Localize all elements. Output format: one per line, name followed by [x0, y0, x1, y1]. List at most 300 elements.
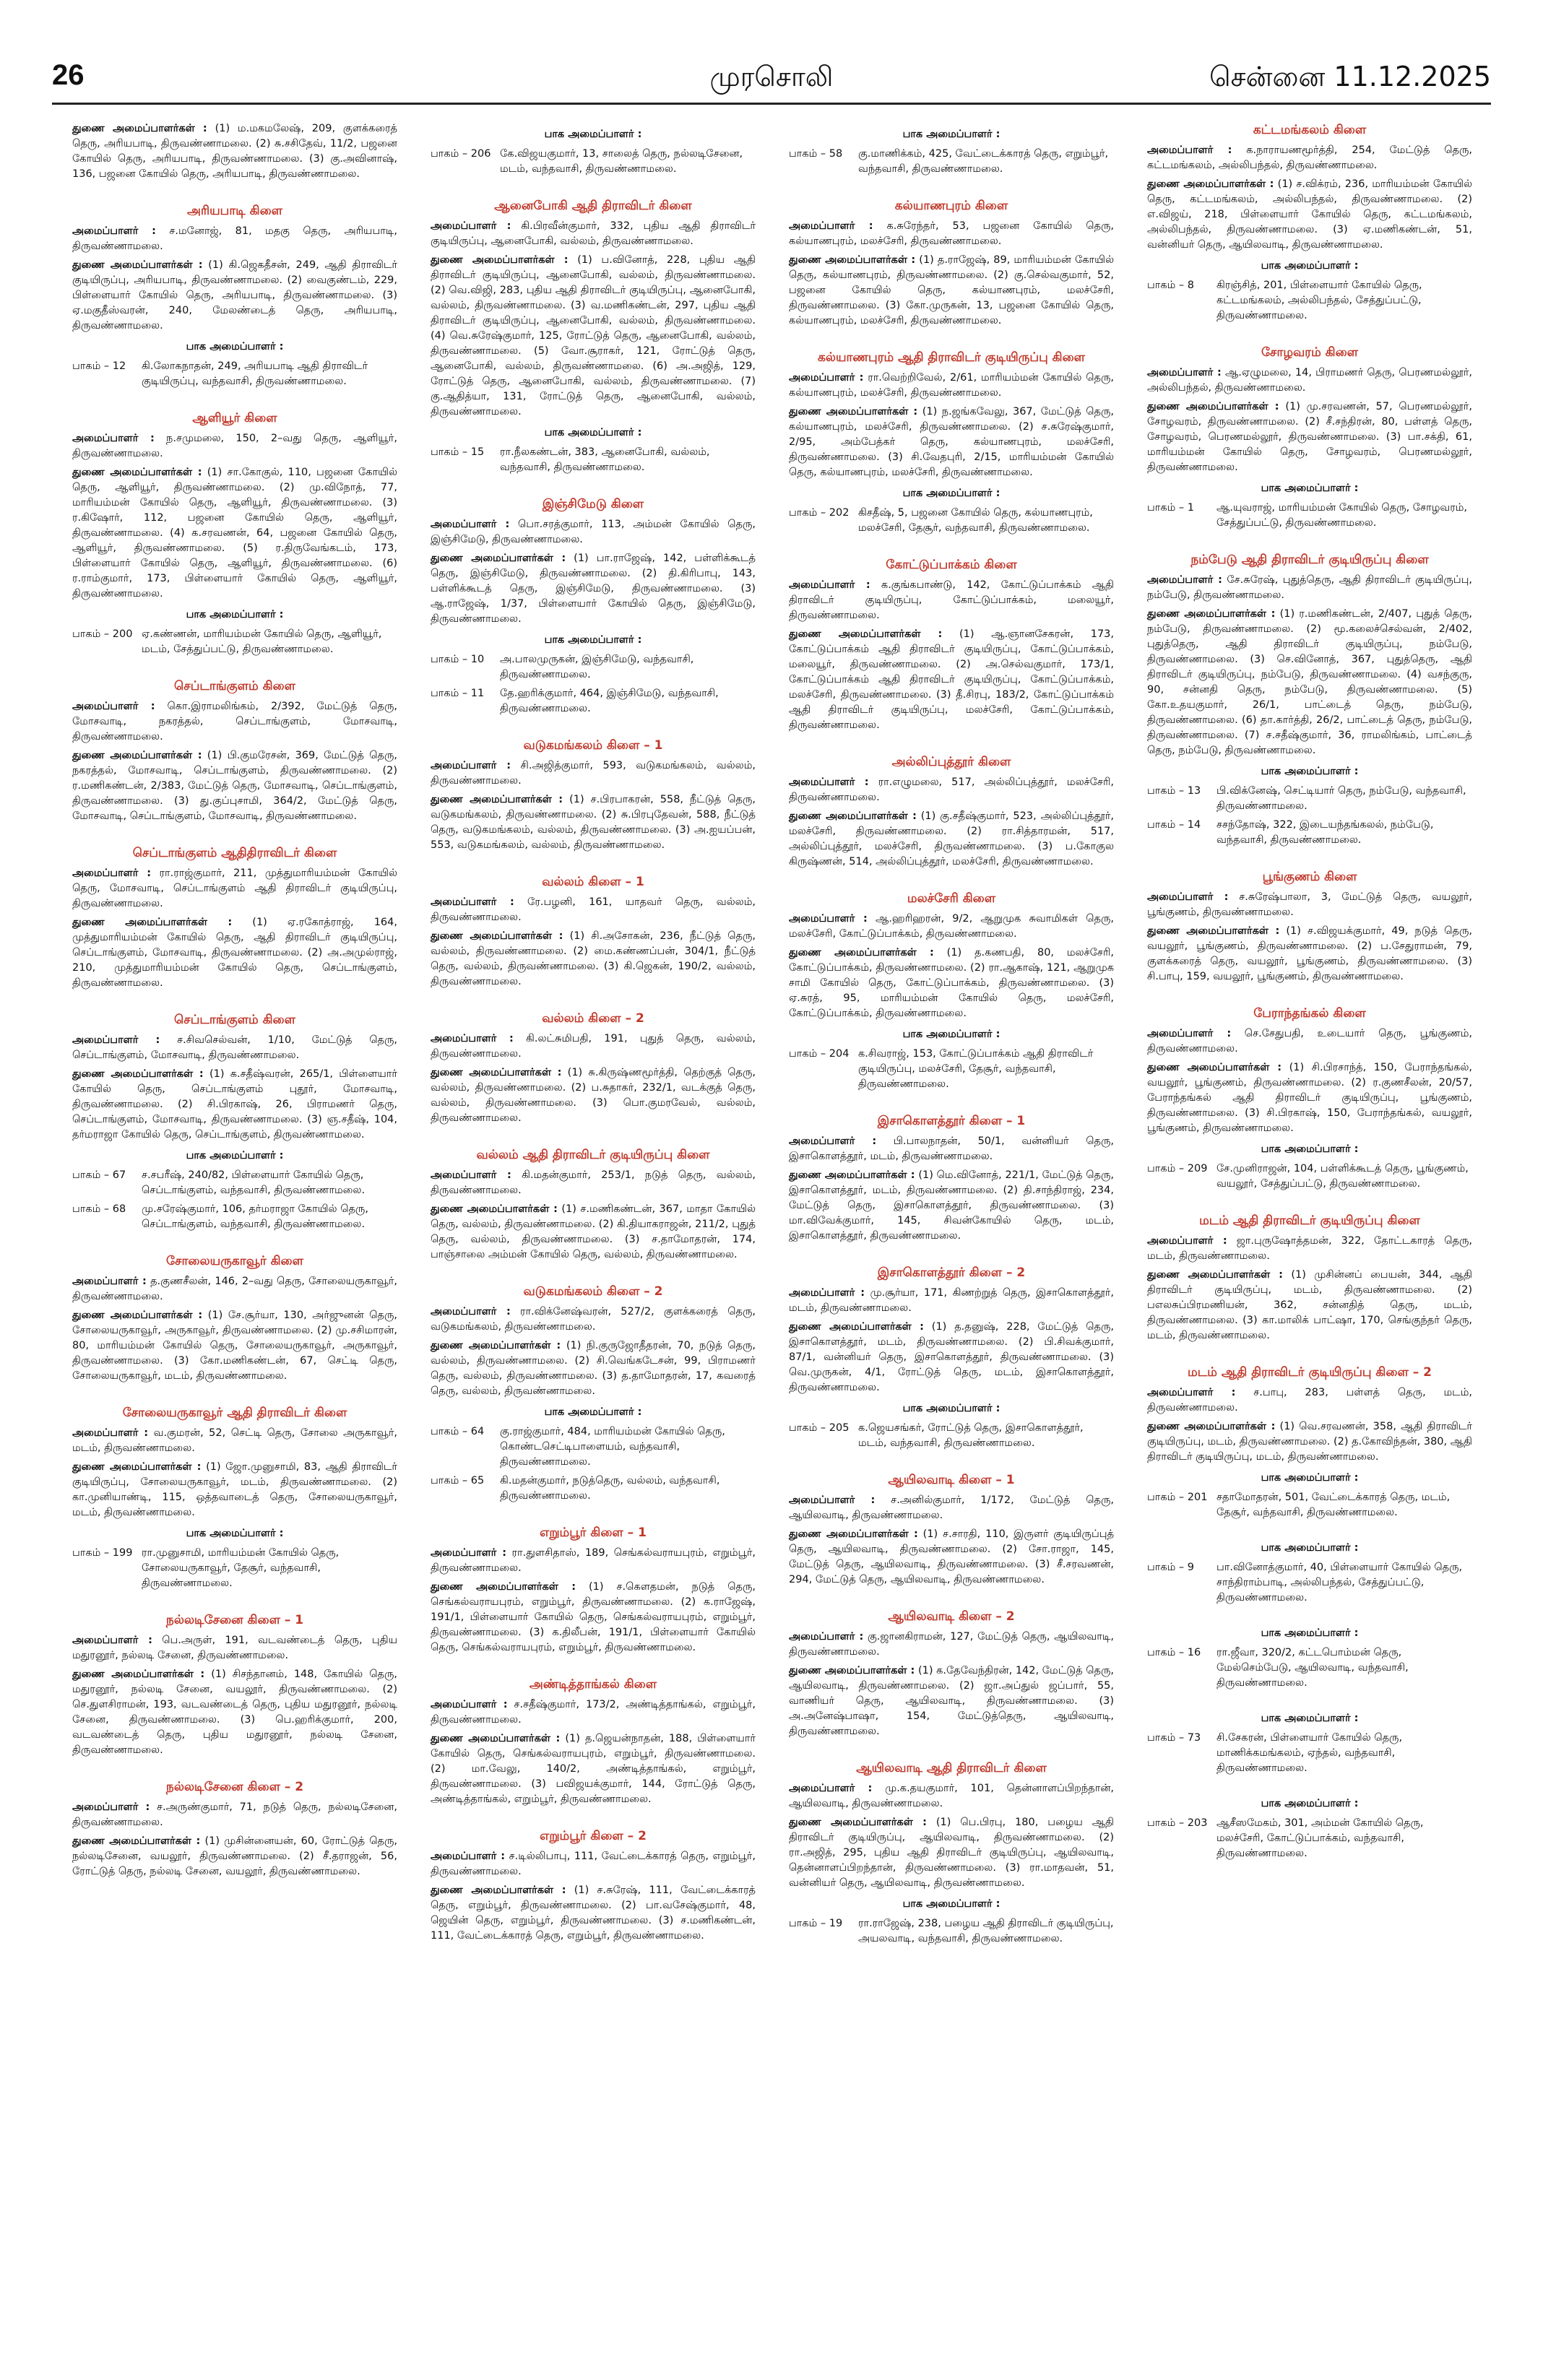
- booth-row: [72, 359, 397, 389]
- branch-title: வல்லம் கிளை – 2: [542, 1011, 644, 1026]
- organiser-label: அமைப்பாளர் :: [789, 220, 873, 232]
- organiser-label: அமைப்பாளர் :: [1147, 891, 1229, 903]
- branch-section: [431, 1146, 756, 1263]
- branch-title: இசாகொளத்தூர் கிளை – 2: [877, 1265, 1026, 1280]
- branch-title: இசாகொளத்தூர் கிளை – 1: [877, 1114, 1026, 1128]
- organiser-entry: [1147, 1385, 1472, 1416]
- branch-section: [789, 127, 1114, 177]
- deputy-text: (1) மு.சரவணன், 57, பெரணமல்லூர், சோழவரம், திருவண்ணாமலை. (2) சீ.சந்திரன், 80, பள்ளத் தெரு, சோழவரம், பெரணமல்லூர், திருவண்ணாமலை. (3) பா.சக்தி, 61, மாரியம்மன் கோயில் தெரு, சோழவரம், பெரணமல்லூர், திருவண்ணாமலை.: [1147, 401, 1472, 473]
- organiser-text: க.நாராயணமூர்த்தி, 254, மேட்டுத் தெரு, கட்டமங்கலம், அல்லிபந்தல், திருவண்ணாமலை.: [1147, 144, 1473, 171]
- booth-organiser-block: [431, 1405, 756, 1504]
- branch-title: எறும்பூர் கிளை – 1: [540, 1526, 647, 1540]
- booth-organiser-label: பாக அமைப்பாளர் :: [902, 1898, 1000, 1910]
- deputy-entry: [72, 121, 397, 182]
- organiser-text: கொ.இராமலிங்கம், 2/392, மேட்டுத் தெரு, மோசவாடி, நகரத்தல், செப்டாங்குளம், மோசவாடி, திருவண்ணாமலை.: [72, 701, 397, 743]
- organiser-label: அமைப்பாளர் :: [1147, 1387, 1236, 1398]
- organiser-text: ரா.விக்னேஷ்வரன், 527/2, குளக்கரைத் தெரு, வடுகமங்கலம், திருவண்ணாமலை.: [431, 1306, 756, 1333]
- deputy-label: துணை அமைப்பாளர்கள் :: [1147, 1269, 1283, 1281]
- organiser-text: ந.சமுமலை, 150, 2–வது தெரு, ஆளியூர், திருவண்ணாமலை.: [72, 433, 397, 459]
- booth-row: [1147, 1560, 1472, 1606]
- deputy-label: துணை அமைப்பாளர்கள் :: [789, 947, 934, 959]
- branch-title: நல்லடிசேனை கிளை – 2: [165, 1780, 304, 1794]
- organiser-label: அமைப்பாளர் :: [72, 867, 152, 879]
- booth-organiser-block: [789, 127, 1114, 177]
- branch-title: வடுகமங்கலம் கிளை – 1: [523, 738, 663, 753]
- branch-title: செப்டாங்குளம் கிளை: [174, 679, 295, 693]
- booth-row: [1147, 278, 1472, 324]
- deputy-entry: [72, 1067, 397, 1143]
- branch-section: [431, 496, 756, 717]
- booth-row: [1147, 1816, 1472, 1861]
- booth-organiser-block: [1147, 1626, 1472, 1691]
- booth-organiser: கிசதீஷ், 5, பஜனை கோயில் தெரு, கல்யாணபுரம், மலச்சேரி, தேசூர், வந்தவாசி, திருவண்ணாமலை.: [858, 507, 1093, 534]
- booth-row: [789, 1047, 1114, 1092]
- booth-organiser-label: பாக அமைப்பாளர் :: [1261, 1472, 1359, 1484]
- deputy-entry: [789, 1663, 1114, 1739]
- organiser-text: பெ.அருள், 191, வடவண்டைத் தெரு, புதிய மதுரனூர், நல்லடி சேனை, திருவண்ணாமலை.: [72, 1635, 398, 1661]
- branch-section: [431, 1827, 756, 1944]
- deputy-text: (1) கி.ஜெகதீசன், 249, ஆதி திராவிடர் குடியிருப்பு, அரியபாடி, திருவண்ணாமலை. (2) வைகுண்டம், 229, பிள்ளையார் கோயில் தெரு, அரியபாடி, திருவண்ணாமலை. (3) ஏ.மகுதீஸ்வரன், 240, மேலண்டைத் தெரு, அரியபாடி, திருவண்ணாமலை.: [72, 259, 397, 332]
- branch-section: [431, 1283, 756, 1504]
- column-1: [72, 121, 397, 1900]
- deputy-text: (1) ஜோ.முனுசாமி, 83, ஆதி திராவிடர் குடியிருப்பு, சோலையருகாவூர், மடம், திருவண்ணாமலை. (2) கா.முனியாண்டி, 115, ஒத்தவாடைத் தெரு, சோலையருகாவூர், மடம், திருவண்ணாமலை.: [72, 1461, 398, 1518]
- booth-number: பாகம் – 9: [1147, 1562, 1195, 1573]
- booth-row: [789, 1916, 1114, 1947]
- organiser-entry: [431, 1697, 756, 1728]
- branch-title: ஆயிலவாடி கிளை – 1: [888, 1473, 1015, 1487]
- branch-section: [72, 410, 397, 657]
- organiser-entry: [431, 1546, 756, 1576]
- booth-number: பாகம் – 73: [1147, 1732, 1201, 1744]
- branch-section: [431, 127, 756, 177]
- organiser-label: அமைப்பாளர் :: [1147, 367, 1222, 378]
- booth-organiser: ஏ.கண்ணன், மாரியம்மன் கோயில் தெரு, ஆளியூர், மடம், சேத்துப்பட்டு, திருவண்ணாமலை.: [142, 628, 382, 655]
- booth-organiser-block: [72, 1148, 397, 1232]
- deputy-entry: [789, 1527, 1114, 1588]
- organiser-entry: [431, 1168, 756, 1198]
- organiser-label: அமைப்பாளர் :: [1147, 144, 1232, 156]
- branch-section: [1147, 344, 1472, 531]
- booth-organiser: சே.முனிராஜன், 104, பள்ளிக்கூடத் தெரு, பூங்குணம், வயலூர், சேத்துப்பட்டு, திருவண்ணாமலை.: [1216, 1163, 1469, 1190]
- organiser-label: அமைப்பாளர் :: [72, 1801, 150, 1813]
- organiser-entry: [431, 895, 756, 925]
- deputy-entry: [72, 465, 397, 602]
- booth-organiser: மு.சரேஷ்குமார், 106, தர்மராஜா கோயில் தெரு, செப்டாங்குளம், வந்தவாசி, திருவண்ணாமலை.: [142, 1203, 368, 1230]
- booth-number: பாகம் – 200: [72, 628, 133, 640]
- branch-section: [72, 678, 397, 824]
- deputy-label: துணை அமைப்பாளர்கள் :: [431, 1203, 558, 1215]
- organiser-text: மு.சூர்யா, 171, கிணற்றுத் தெரு, இசாகொளத்தூர், மடம், திருவண்ணாமலை.: [789, 1287, 1114, 1314]
- branch-title: நம்பேடு ஆதி திராவிடர் குடியிருப்பு கிளை: [1190, 553, 1429, 567]
- booth-number: பாகம் – 64: [431, 1426, 485, 1437]
- organiser-text: கு.ஜானகிராமன், 127, மேட்டுத் தெரு, ஆயிலவாடி, திருவண்ணாமலை.: [789, 1631, 1115, 1658]
- organiser-label: அமைப்பாளர் :: [72, 1427, 149, 1439]
- booth-organiser-label: பாக அமைப்பாளர் :: [186, 341, 284, 352]
- booth-organiser-label: பாக அமைப்பாளர் :: [902, 488, 1000, 499]
- deputy-entry: [72, 1460, 397, 1520]
- branch-section: [72, 1252, 397, 1384]
- organiser-label: அமைப்பாளர் :: [431, 1033, 514, 1044]
- organiser-entry: [789, 371, 1114, 401]
- organiser-entry: [431, 517, 756, 548]
- deputy-text: (1) மெ.வினோத், 221/1, மேட்டுத் தெரு, இசாகொளத்தூர், மடம், திருவண்ணாமலை. (2) தி.சாந்திராஜ், 234, மேட்டுத் தெரு, இசாகொளத்தூர், திருவண்ணாமலை. (3) மா.விவேக்குமார், 145, சிவன்கோயில் தெரு, மடம், இசாகொளத்தூர், திருவண்ணாமலை.: [789, 1169, 1114, 1242]
- deputy-text: (1) ச.விக்ரம், 236, மாரியம்மன் கோயில் தெரு, கட்டமங்கலம், அல்லிபந்தல், திருவண்ணாமலை. (2) எ.விஜய், 218, பிள்ளையார் கோயில் தெரு, கட்டமங்கலம், அல்லிபந்தல், திருவண்ணாமலை. (3) ஏ.மணிகண்டன், 51, வன்னியர் தெரு, ஆயிலவாடி, திருவண்ணாமலை.: [1147, 178, 1472, 251]
- branch-title: சோலையருகாவூர் ஆதி திராவிடர் கிளை: [122, 1406, 347, 1420]
- booth-organiser-label: பாக அமைப்பாளர் :: [186, 1528, 284, 1539]
- deputy-label: துணை அமைப்பாளர்கள் :: [789, 628, 943, 640]
- booth-organiser-label: பாக அமைப்பாளர் :: [1261, 260, 1359, 272]
- organiser-entry: [431, 1849, 756, 1879]
- deputy-entry: [789, 1320, 1114, 1395]
- deputy-label: துணை அமைப்பாளர்கள் :: [72, 467, 202, 478]
- organiser-label: அமைப்பாளர் :: [431, 1851, 506, 1862]
- organiser-entry: [1147, 143, 1472, 173]
- branch-title: பேராந்தங்கல் கிளை: [1253, 1006, 1366, 1021]
- booth-number: பாகம் – 12: [72, 360, 126, 372]
- organiser-text: ச.பாபு, 283, பள்ளத் தெரு, மடம், திருவண்ணாமலை.: [1147, 1387, 1473, 1414]
- booth-row: [72, 1168, 397, 1198]
- organiser-entry: [1147, 1026, 1472, 1057]
- organiser-label: அமைப்பாளர் :: [431, 519, 510, 530]
- deputy-entry: [1147, 1060, 1472, 1136]
- organiser-label: அமைப்பாளர் :: [789, 1287, 865, 1299]
- branch-title: மலச்சேரி கிளை: [907, 891, 996, 906]
- booth-number: பாகம் – 206: [431, 148, 491, 160]
- branch-section: [431, 1010, 756, 1126]
- organiser-entry: [72, 1633, 397, 1663]
- organiser-text: ரா.துளசிதாஸ், 189, செங்கல்வராயபுரம், எறும்பூர், திருவண்ணாமலை.: [431, 1547, 756, 1574]
- branch-title: கோட்டுப்பாக்கம் கிளை: [886, 558, 1017, 572]
- branch-section: [431, 1676, 756, 1807]
- branch-section: [789, 1112, 1114, 1244]
- booth-organiser-block: [789, 1897, 1114, 1947]
- organiser-text: பி.பாலநாதன், 50/1, வன்னியர் தெரு, இசாகொளத்தூர், மடம், திருவண்ணாமலை.: [789, 1135, 1114, 1162]
- branch-section: [431, 873, 756, 990]
- deputy-text: (1) ஆ.ஞானசேகரன், 173, கோட்டுப்பாக்கம் ஆதி திராவிடர் குடியிருப்பு, கோட்டுப்பாக்கம், மலையூர், திருவண்ணாமலை. (2) அ.செல்வகுமார், 173/1, கோட்டுப்பாக்கம் ஆதி திராவிடர் குடியிருப்பு, கோட்டுப்பாக்கம், மலச்சேரி, திருவண்ணாமலை. (3) தீ.சிரபு, 183/2, கோட்டுப்பாக்கம் ஆதி திராவிடர் குடியிருப்பு, மலச்சேரி, கோட்டுப்பாக்கம், திருவண்ணாமலை.: [789, 628, 1114, 731]
- booth-number: பாகம் – 205: [789, 1422, 850, 1434]
- booth-organiser-block: [789, 1027, 1114, 1092]
- booth-row: [1147, 1161, 1472, 1192]
- booth-row: [431, 147, 756, 177]
- booth-organiser-block: [1147, 1471, 1472, 1520]
- organiser-text: வ.குமரன், 52, செட்டி தெரு, சோலை அருகாவூர், மடம், திருவண்ணாமலை.: [72, 1427, 397, 1454]
- organiser-text: த.குணசீலன், 146, 2–வது தெரு, சோலையருகாவூர், திருவண்ணாமலை.: [72, 1276, 397, 1302]
- booth-organiser-block: [789, 486, 1114, 536]
- organiser-text: கி.லட்சுமிபதி, 191, புதுத் தெரு, வல்லம், திருவண்ணாமலை.: [431, 1033, 756, 1060]
- booth-row: [1147, 1731, 1472, 1776]
- booth-row: [431, 686, 756, 717]
- deputy-entry: [431, 1202, 756, 1263]
- branch-title: ஆயிலவாடி ஆதி திராவிடர் கிளை: [856, 1761, 1047, 1775]
- deputy-label: துணை அமைப்பாளர்கள் :: [431, 1884, 566, 1896]
- organiser-text: கி.பிரவீன்குமார், 332, புதிய ஆதி திராவிடர் குடியிருப்பு, ஆனைபோகி, வல்லம், திருவண்ணாமலை.: [431, 220, 756, 247]
- booth-organiser: க.சிவராஜ், 153, கோட்டுப்பாக்கம் ஆதி திராவிடர் குடியிருப்பு, மலச்சேரி, தேசூர், வந்தவாசி, திருவண்ணாமலை.: [858, 1048, 1094, 1090]
- organiser-text: ஜா.புருஷோத்தமன், 322, தோட்டகாரத் தெரு, மடம், திருவண்ணாமலை.: [1147, 1235, 1473, 1262]
- booth-organiser: கி.மதன்குமார், நடுத்தெரு, வல்லம், வந்தவாசி, திருவண்ணாமலை.: [500, 1475, 720, 1502]
- branch-title: வல்லம் ஆதி திராவிடர் குடியிருப்பு கிளை: [476, 1148, 710, 1162]
- branch-section: [1147, 1796, 1472, 1861]
- deputy-entry: [431, 1065, 756, 1126]
- organiser-entry: [1147, 890, 1472, 920]
- organiser-entry: [72, 866, 397, 912]
- branch-section: [1147, 121, 1472, 324]
- organiser-text: ஆ.ஏழுமலை, 14, பிராமணர் தெரு, பெரணமல்லூர், அல்லிபந்தல், திருவண்ணாமலை.: [1147, 367, 1473, 394]
- deputy-entry: [431, 792, 756, 853]
- branch-section: [72, 1611, 397, 1758]
- branch-section: [72, 1778, 397, 1879]
- booth-organiser-block: [431, 633, 756, 717]
- organiser-label: அமைப்பாளர் :: [431, 1699, 508, 1710]
- deputy-text: (1) ச.கௌதமன், நடுத் தெரு, செங்கல்வராயபுரம், எறும்பூர், திருவண்ணாமலை. (2) க.ராஜேஷ், 191/1, பிள்ளையார் கோயில் தெரு, செங்கல்வராயபுரம், எறும்பூர், திருவண்ணாமலை. (3) க.திலீபன், 191/1, பிள்ளையார் கோயில் தெரு, செங்கல்வராயபுரம், எறும்பூர், திருவண்ணாமலை.: [431, 1581, 756, 1653]
- booth-number: பாகம் – 1: [1147, 502, 1195, 514]
- deputy-text: (1) பி.குமரேசன், 369, மேட்டுத் தெரு, நகரத்தல், மோசவாடி, செப்டாங்குளம், திருவண்ணாமலை. (2) ர.மணிகண்டன், 2/383, மேட்டுத் தெரு, மோசவாடி, செப்டாங்குளம், திருவண்ணாமலை. (3) து.குப்புசாமி, 364/2, மேட்டுத் தெரு, மோசவாடி, செப்டாங்குளம், மோசவாடி, திருவண்ணாமலை.: [72, 750, 397, 822]
- branch-section: [789, 197, 1114, 329]
- deputy-label: துணை அமைப்பாளர்கள் :: [72, 1669, 205, 1680]
- deputy-entry: [72, 258, 397, 334]
- booth-organiser: ஆசீஸமேகம், 301, அம்மன் கோயில் தெரு, மலச்சேரி, கோட்டுப்பாக்கம், வந்தவாசி, திருவண்ணாமலை.: [1216, 1817, 1424, 1859]
- booth-number: பாகம் – 202: [789, 507, 850, 519]
- organiser-label: அமைப்பாளர் :: [72, 1034, 160, 1046]
- organiser-entry: [431, 1304, 756, 1335]
- branch-title: ஆனைபோகி ஆதி திராவிடர் கிளை: [494, 199, 692, 213]
- branch-section: [1147, 1711, 1472, 1776]
- organiser-entry: [789, 219, 1114, 249]
- deputy-label: துணை அமைப்பாளர்கள் :: [789, 1321, 924, 1333]
- booth-number: பாகம் – 68: [72, 1203, 126, 1215]
- organiser-text: ச.மனோஜ், 81, மதகு தெரு, அரியபாடி, திருவண்ணாமலை.: [72, 225, 397, 252]
- booth-organiser: ரா.ஜீவா, 320/2, கட்டபொம்மன் தெரு, மேல்செம்பேடு, ஆயிலவாடி, வந்தவாசி, திருவண்ணாமலை.: [1216, 1647, 1409, 1689]
- deputy-entry: [431, 253, 756, 420]
- booth-organiser: ரா.ராஜேஷ், 238, பழைய ஆதி திராவிடர் குடியிருப்பு, அயலவாடி, வந்தவாசி, திருவண்ணாமலை.: [858, 1918, 1114, 1944]
- branch-section: [789, 1264, 1114, 1451]
- deputy-label: துணை அமைப்பாளர்கள் :: [72, 1835, 201, 1847]
- deputy-entry: [1147, 924, 1472, 985]
- branch-section: [789, 753, 1114, 870]
- branch-section: [1147, 551, 1472, 848]
- deputy-entry: [789, 404, 1114, 480]
- organiser-label: அமைப்பாளர் :: [431, 220, 511, 232]
- organiser-label: அமைப்பாளர் :: [1147, 1028, 1232, 1039]
- organiser-text: ச.அனில்குமார், 1/172, மேட்டுத் தெரு, ஆயிலவாடி, திருவண்ணாமலை.: [789, 1494, 1114, 1521]
- organiser-label: அமைப்பாளர் :: [72, 701, 155, 712]
- booth-organiser: பி.விக்னேஷ், செட்டியார் தெரு, நம்பேடு, வந்தவாசி, திருவண்ணாமலை.: [1216, 785, 1466, 812]
- booth-organiser-label: பாக அமைப்பாளர் :: [902, 129, 1000, 140]
- branch-title: எறும்பூர் கிளை – 2: [540, 1829, 647, 1843]
- branch-title: ஆளியூர் கிளை: [192, 411, 277, 425]
- organiser-label: அமைப்பாளர் :: [789, 1631, 864, 1643]
- organiser-label: அமைப்பாளர் :: [431, 760, 511, 771]
- deputy-label: துணை அமைப்பாளர்கள் :: [1147, 401, 1279, 412]
- deputy-entry: [431, 1731, 756, 1807]
- newspaper-name: முரசொலி: [709, 61, 834, 92]
- booth-organiser: ரா.நீலகண்டன், 383, ஆனைபோகி, வல்லம், வந்தவாசி, திருவண்ணாமலை.: [500, 446, 710, 473]
- branch-section: [789, 890, 1114, 1092]
- deputy-text: (1) சு.கிருஷ்ணமூர்த்தி, தெற்குத் தெரு, வல்லம், திருவண்ணாமலை. (2) ப.சுதாகர், 232/1, வடக்குத் தெரு, வல்லம், திருவண்ணாமலை. (3) பொ.குமரவேல், வல்லம், திருவண்ணாமலை.: [431, 1067, 756, 1124]
- booth-organiser-label: பாக அமைப்பாளர் :: [186, 609, 284, 620]
- organiser-label: அமைப்பாளர் :: [72, 1276, 147, 1287]
- booth-organiser-label: பாக அமைப்பாளர் :: [186, 1150, 284, 1161]
- booth-organiser-block: [789, 1401, 1114, 1451]
- branch-title: செப்டாங்குளம் கிளை: [174, 1013, 295, 1027]
- deputy-text: (1) த.ஜெயன்நாதன், 188, பிள்ளையார் கோயில் தெரு, செங்கல்வராயபுரம், எறும்பூர், திருவண்ணாமலை. (2) மா.வேலு, 140/2, அண்டித்தாங்கல், எறும்பூர், திருவண்ணாமலை. (3) பவிஜயக்குமார், 144, ரோட்டுத் தெரு, அண்டித்தாங்கல், எறும்பூர், திருவண்ணாமலை.: [431, 1733, 756, 1805]
- deputy-label: துணை அமைப்பாளர்கள் :: [72, 1310, 203, 1321]
- organiser-text: ச.அருண்குமார், 71, நடுத் தெரு, நல்லடிசேனை, திருவண்ணாமலை.: [72, 1801, 397, 1828]
- branch-section: [1147, 1626, 1472, 1691]
- deputy-label: துணை அமைப்பாளர்கள் :: [431, 1733, 561, 1744]
- organiser-entry: [72, 224, 397, 254]
- column-4: [1147, 121, 1472, 1882]
- deputy-entry: [431, 551, 756, 627]
- organiser-label: அமைப்பாளர் :: [789, 1494, 876, 1506]
- booth-row: [431, 1474, 756, 1504]
- branch-section: [72, 121, 397, 182]
- deputy-label: துணை அமைப்பாளர்கள் :: [789, 254, 916, 266]
- organiser-entry: [789, 912, 1114, 942]
- deputy-entry: [72, 1667, 397, 1758]
- organiser-text: ஆ.ஹரிஹரன், 9/2, ஆறுமுக சுவாமிகள் தெரு, மலச்சேரி, கோட்டுப்பாக்கம், திருவண்ணாமலை.: [789, 913, 1115, 940]
- branch-section: [431, 197, 756, 475]
- branch-section: [1147, 1364, 1472, 1520]
- column-3: [789, 121, 1114, 1967]
- deputy-entry: [431, 1883, 756, 1944]
- booth-organiser: கு.மாணிக்கம், 425, வேட்டைக்காரத் தெரு, எறும்பூர், வந்தவாசி, திருவண்ணாமலை.: [858, 148, 1109, 175]
- deputy-text: (1) ச.சாரதி, 110, இருளர் குடியிருப்புத் தெரு, ஆயிலவாடி, திருவண்ணாமலை. (2) சோ.ராஜா, 145, மேட்டுத் தெரு, ஆயிலவாடி, திருவண்ணாமலை. (3) சீ.சரவணன், 294, மேட்டுத் தெரு, ஆயிலவாடி, திருவண்ணாமலை.: [789, 1528, 1115, 1585]
- booth-organiser-block: [1147, 1142, 1472, 1192]
- booth-organiser: கிரஞ்சித், 201, பிள்ளையார் கோயில் தெரு, கட்டமங்கலம், அல்லிபந்தல், சேத்துப்பட்டு, திருவண்ணாமலை.: [1216, 280, 1422, 321]
- booth-organiser-label: பாக அமைப்பாளர் :: [1261, 766, 1359, 777]
- branch-section: [789, 1760, 1114, 1947]
- deputy-label: துணை அமைப்பாளர்கள் :: [789, 406, 918, 417]
- booth-number: பாகம் – 8: [1147, 280, 1195, 291]
- deputy-text: (1) ப.வினோத், 228, புதிய ஆதி திராவிடர் குடியிருப்பு, ஆனைபோகி, வல்லம், திருவண்ணாமலை. (2) வெ.விஜி, 283, புதிய ஆதி திராவிடர் குடியிருப்பு, ஆனைபோகி, வல்லம், திருவண்ணாமலை. (3) வ.மணிகண்டன், 297, புதிய ஆதி திராவிடர் குடியிருப்பு, ஆனைபோகி, வல்லம், திருவண்ணாமலை. (4) வெ.சுரேஷ்குமார், 125, ரோட்டுத் தெரு, ஆனைபோகி, வல்லம், திருவண்ணாமலை. (5) வோ.சூராகர், 121, ரோட்டுத் தெரு, ஆனைபோகி, வல்லம், திருவண்ணாமலை. (6) அ.அஜித், 129, ரோட்டுத் தெரு, ஆனைபோகி, வல்லம், திருவண்ணாமலை. (7) கு.ஆதித்யா, 131, ரோட்டுத் தெரு, ஆனைபோகி, வல்லம், திருவண்ணாமலை.: [431, 254, 756, 417]
- booth-organiser: ரா.முனுசாமி, மாரியம்மன் கோயில் தெரு, சோலையருகாவூர், தேசூர், வந்தவாசி, திருவண்ணாமலை.: [142, 1547, 340, 1589]
- branch-section: [789, 556, 1114, 733]
- deputy-entry: [789, 945, 1114, 1021]
- branch-title: அரியபாடி கிளை: [186, 204, 283, 218]
- deputy-label: துணை அமைப்பாளர்கள் :: [431, 930, 563, 942]
- booth-organiser-block: [1147, 481, 1472, 531]
- branch-title: அண்டித்தாங்கல் கிளை: [529, 1677, 657, 1692]
- booth-number: பாகம் – 14: [1147, 819, 1201, 831]
- branch-section: [1147, 1005, 1472, 1192]
- deputy-entry: [789, 1168, 1114, 1244]
- deputy-label: துணை அமைப்பாளர்கள் :: [72, 259, 203, 271]
- branch-section: [72, 1011, 397, 1232]
- deputy-text: (1) சே.சூர்யா, 130, அர்ஜுனன் தெரு, சோலையருகாவூர், அருகாவூர், திருவண்ணாமலை. (2) மு.சசிமாரன், 80, மாரியம்மன் கோயில் தெரு, சோலையருகாவூர், அருகாவூர், திருவண்ணாமலை. (3) கோ.மணிகண்டன், 67, செட்டி தெரு, சோலையருகாவூர், மடம், திருவண்ணாமலை.: [72, 1310, 398, 1382]
- booth-number: பாகம் – 10: [431, 654, 485, 665]
- deputy-entry: [431, 1338, 756, 1399]
- deputy-label: துணை அமைப்பாளர்கள் :: [789, 1528, 918, 1540]
- booth-number: பாகம் – 19: [789, 1918, 843, 1929]
- deputy-label: துணை அமைப்பாளர்கள் :: [1147, 1062, 1282, 1073]
- booth-row: [431, 445, 756, 475]
- branch-title: நல்லடிசேனை கிளை – 1: [165, 1613, 304, 1627]
- deputy-label: துணை அமைப்பாளர்கள் :: [789, 810, 917, 822]
- organiser-entry: [72, 431, 397, 462]
- branch-title: வடுகமங்கலம் கிளை – 2: [523, 1284, 663, 1299]
- booth-organiser: சசந்தோஷ், 322, இடையந்தங்கலல், நம்பேடு, வந்தவாசி, திருவண்ணாமலை.: [1216, 819, 1434, 846]
- deputy-entry: [1147, 177, 1472, 253]
- booth-organiser-block: [1147, 259, 1472, 324]
- organiser-entry: [789, 578, 1114, 623]
- booth-row: [72, 1546, 397, 1591]
- booth-number: பாகம் – 65: [431, 1475, 485, 1487]
- deputy-entry: [72, 915, 397, 991]
- deputy-label: துணை அமைப்பாளர்கள் :: [72, 123, 207, 134]
- organiser-entry: [72, 1800, 397, 1830]
- booth-number: பாகம் – 203: [1147, 1817, 1208, 1829]
- booth-organiser-label: பாக அமைப்பாளர் :: [544, 1406, 642, 1418]
- deputy-text: (1) கு.சதீஷ்குமார், 523, அல்லிப்புத்தூர், மலச்சேரி, திருவண்ணாமலை. (2) ரா.சித்தாரமன், 517, அல்லிப்புத்தூர், மலச்சேரி, திருவண்ணாமலை. (3) ப.கோகுல கிருஷ்ணன், 514, அல்லிப்புத்தூர், மலச்சேரி, திருவண்ணாமலை.: [789, 810, 1114, 867]
- booth-organiser: ஆ.யுவராஜ், மாரியம்மன் கோயில் தெரு, சோழவரம், சேத்துப்பட்டு, திருவண்ணாமலை.: [1216, 502, 1468, 529]
- deputy-label: துணை அமைப்பாளர்கள் :: [431, 794, 563, 805]
- booth-organiser-label: பாக அமைப்பாளர் :: [1261, 1627, 1359, 1639]
- branch-title: சோழவரம் கிளை: [1261, 345, 1359, 360]
- organiser-text: ரா.எழுமலை, 517, அல்லிப்புத்தூர், மலச்சேரி, திருவண்ணாமலை.: [789, 776, 1115, 803]
- booth-number: பாகம் – 199: [72, 1547, 133, 1559]
- branch-title: அல்லிப்புத்தூர் கிளை: [891, 755, 1011, 769]
- branch-section: [431, 737, 756, 853]
- deputy-text: (1) பா.ராஜேஷ், 142, பள்ளிக்கூடத் தெரு, இஞ்சிமேடு, திருவண்ணாமலை. (2) தி.கிரிபாபு, 143, பள்ளிக்கூடத் தெரு, இஞ்சிமேடு, திருவண்ணாமலை. (3) ஆ.ராஜேஷ், 1/37, பிள்ளையார் கோயில் தெரு, இஞ்சிமேடு, திருவண்ணாமலை.: [431, 553, 756, 625]
- branch-title: கல்யாணபுரம் ஆதி திராவிடர் குடியிருப்பு கிளை: [817, 350, 1086, 365]
- booth-number: பாகம் – 16: [1147, 1647, 1201, 1658]
- organiser-text: ச.சிவசெல்வன், 1/10, மேட்டுத் தெரு, செப்டாங்குளம், மோசவாடி, திருவண்ணாமலை.: [72, 1034, 397, 1061]
- branch-section: [789, 349, 1114, 536]
- booth-row: [1147, 818, 1472, 848]
- organiser-label: அமைப்பாளர் :: [431, 1169, 511, 1181]
- organiser-text: சி.அஜித்குமார், 593, வடுகமங்கலம், வல்லம், திருவண்ணாமலை.: [431, 760, 756, 787]
- booth-row: [1147, 784, 1472, 814]
- organiser-entry: [1147, 365, 1472, 396]
- organiser-entry: [72, 1033, 397, 1063]
- deputy-text: (1) த.தனுஷ், 228, மேட்டுத் தெரு, இசாகொளத்தூர், மடம், திருவண்ணாமலை. (2) பி.சிவக்குமார், 87/1, வன்னியர் தெரு, இசாகொளத்தூர், திருவண்ணாமலை. (3) வெ.முருகன், 4/1, ரோட்டுத் தெரு, மடம், இசாகொளத்தூர், திருவண்ணாமலை.: [789, 1321, 1114, 1393]
- deputy-entry: [72, 748, 397, 824]
- organiser-label: அமைப்பாளர் :: [789, 1783, 873, 1794]
- booth-number: பாகம் – 204: [789, 1048, 850, 1060]
- deputy-text: (1) ஏ.ரகோத்ராஜ், 164, முத்துமாரியம்மன் கோயில் தெரு, ஆதி திராவிடர் குடியிருப்பு, செப்டாங்குளம், மோசவாடி, திருவண்ணாமலை. (2) அ.அமுல்ராஜ், 210, முத்துமாரியம்மன் கோயில் தெரு, செப்டாங்குளம், திருவண்ணாமலை.: [72, 917, 397, 989]
- booth-organiser-label: பாக அமைப்பாளர் :: [902, 1403, 1000, 1414]
- booth-organiser-block: [72, 607, 397, 657]
- deputy-label: துணை அமைப்பாளர்கள் :: [431, 1067, 562, 1078]
- organiser-text: ரே.பழனி, 161, யாதவர் தெரு, வல்லம், திருவண்ணாமலை.: [431, 896, 756, 923]
- organiser-text: ச.சுரேஷ்பாலா, 3, மேட்டுத் தெரு, வயலூர், பூங்குணம், திருவண்ணாமலை.: [1147, 891, 1473, 918]
- organiser-label: அமைப்பாளர் :: [72, 1635, 152, 1646]
- booth-number: பாகம் – 13: [1147, 785, 1201, 797]
- deputy-entry: [72, 1308, 397, 1384]
- deputy-entry: [789, 1815, 1114, 1891]
- booth-number: பாகம் – 11: [431, 688, 485, 699]
- booth-number: பாகம் – 201: [1147, 1492, 1208, 1503]
- branch-section: [789, 1471, 1114, 1588]
- deputy-label: துணை அமைப்பாளர்கள் :: [431, 1340, 561, 1351]
- deputy-text: (1) ச.மணிகண்டன், 367, மாதா கோயில் தெரு, வல்லம், திருவண்ணாமலை. (2) கி.தியாகராஜன், 211/2, புதுத் தெரு, வல்லம், திருவண்ணாமலை. (3) ச.தாமோதரன், 174, பாஞ்சாலை அம்மன் கோயில் தெரு, வல்லம், திருவண்ணாமலை.: [431, 1203, 756, 1260]
- booth-row: [1147, 1645, 1472, 1691]
- deputy-text: (1) க.சதீஷ்வரன், 265/1, பிள்ளையார் கோயில் தெரு, செப்டாங்குளம் புதூர், மோசவாடி, திருவண்ணாமலை. (2) சி.பிரகாஷ், 26, பிராமணர் தெரு, செப்டாங்குளம், மோசவாடி, திருவண்ணாமலை. (3) ஞ.சதீஷ், 104, தர்மராஜா கோயில் தெரு, செப்டாங்குளம், திருவண்ணாமலை.: [72, 1068, 398, 1141]
- branch-section: [72, 202, 397, 389]
- deputy-text: (1) வெ.சரவணன், 358, ஆதி திராவிடர் குடியிருப்பு, மடம், திருவண்ணாமலை. (2) த.கோவிந்தன், 380, ஆதி திராவிடர் குடியிருப்பு, மடம், திருவண்ணாமலை.: [1147, 1421, 1473, 1463]
- booth-organiser: கே.விஜயகுமார், 13, சாலைத் தெரு, நல்லடிசேனை, மடம், வந்தவாசி, திருவண்ணாமலை.: [500, 148, 743, 175]
- deputy-label: துணை அமைப்பாளர்கள் :: [431, 553, 566, 564]
- deputy-entry: [1147, 1268, 1472, 1343]
- booth-number: பாகம் – 58: [789, 148, 843, 160]
- organiser-entry: [1147, 573, 1472, 603]
- organiser-entry: [1147, 1234, 1472, 1264]
- organiser-text: சே.சுரேஷ், புதுத்தெரு, ஆதி திராவிடர் குடியிருப்பு, நம்பேடு, திருவண்ணாமலை.: [1147, 574, 1473, 601]
- booth-number: பாகம் – 209: [1147, 1163, 1208, 1174]
- booth-organiser-block: [1147, 1711, 1472, 1776]
- deputy-entry: [1147, 1419, 1472, 1465]
- edition-date: சென்னை 11.12.2025: [1209, 61, 1491, 92]
